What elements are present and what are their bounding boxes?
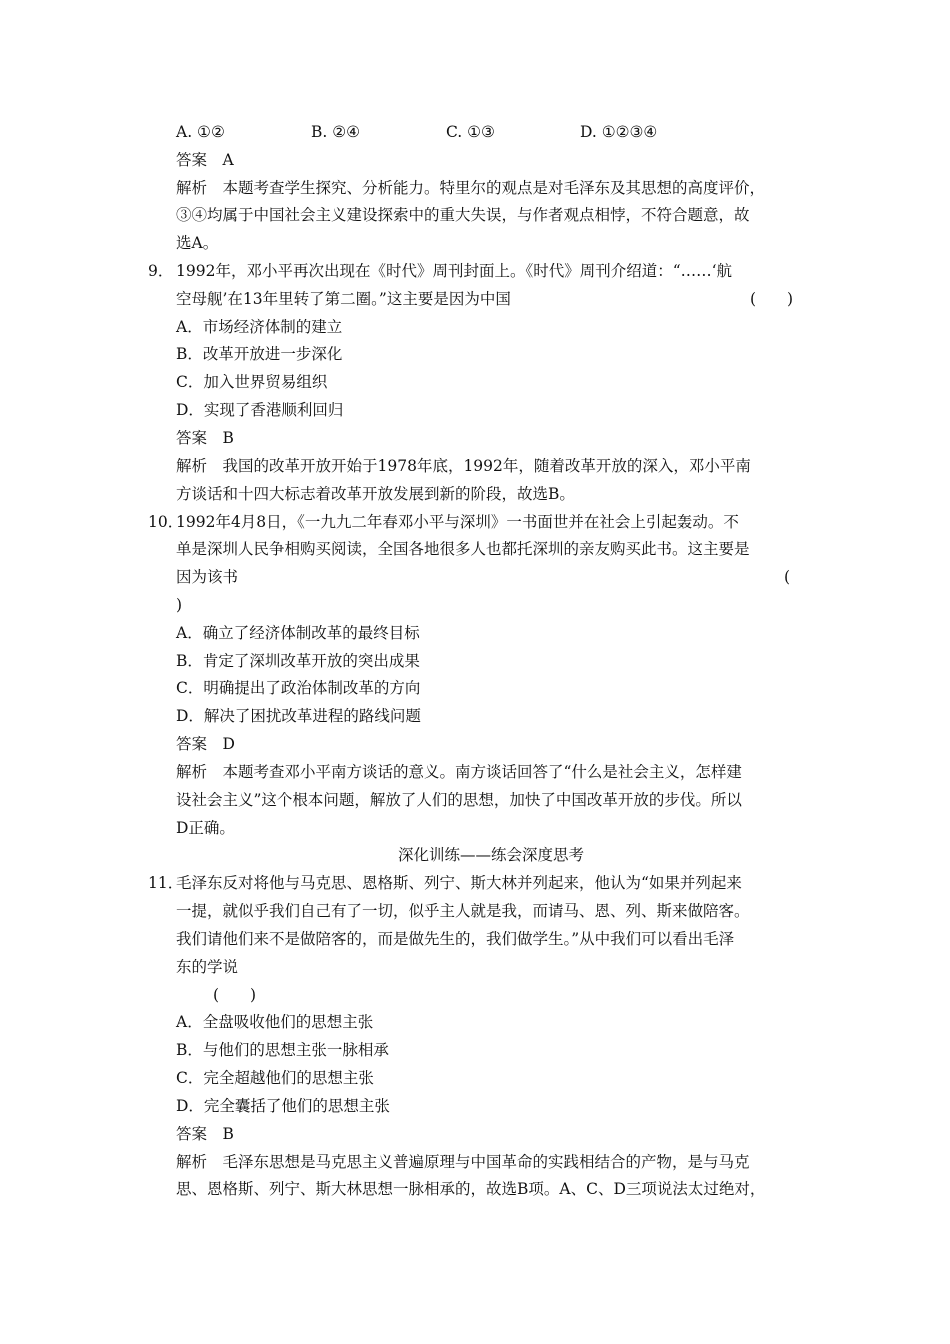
q11-stem-line-3: 我们请他们来不是做陪客的，而是做先生的，我们做学生。”从中我们可以看出毛泽 — [176, 930, 735, 948]
q9-option-b: B．改革开放进一步深化 — [176, 345, 343, 363]
q11-analysis-line-2: 思、恩格斯、列宁、斯大林思想一脉相承的，故选B项。A、C、D三项说法太过绝对， — [176, 1180, 766, 1198]
q10-stem-line-2: 单是深圳人民争相购买阅读，全国各地很多人也都托深圳的亲友购买此书。这主要是 — [176, 540, 750, 558]
section-title: 深化训练——练会深度思考 — [397, 846, 584, 864]
q10-option-b: B．肯定了深圳改革开放的突出成果 — [176, 652, 420, 670]
q11-option-a: A．全盘吸收他们的思想主张 — [176, 1013, 374, 1031]
q11-option-b: B．与他们的思想主张一脉相承 — [176, 1041, 389, 1059]
q10-stem-line-3: 因为该书 — [176, 568, 239, 586]
q8-option-a: A. ①② — [176, 123, 225, 141]
q11-number: 11． — [148, 874, 184, 892]
q10-bracket-open: ( — [784, 568, 791, 586]
q11-answer-bracket: ( ) — [213, 986, 257, 1004]
q8-answer: 答案 A — [176, 151, 234, 169]
q8-option-c: C. ①③ — [446, 123, 495, 141]
q9-option-a: A．市场经济体制的建立 — [176, 318, 343, 336]
q9-number: 9． — [148, 262, 174, 280]
q10-option-d: D．解决了困扰改革进程的路线问题 — [176, 707, 421, 725]
q10-option-a: A．确立了经济体制改革的最终目标 — [176, 624, 420, 642]
q9-stem-line-2: 空母舰’在13年里转了第二圈。”这主要是因为中国 — [176, 290, 511, 308]
q8-option-b: B. ②④ — [311, 123, 361, 141]
q11-stem-line-4: 东的学说 — [176, 958, 239, 976]
q9-analysis-line-2: 方谈话和十四大标志着改革开放发展到新的阶段，故选B。 — [176, 485, 575, 503]
q8-analysis-line-3: 选A。 — [176, 234, 219, 252]
q11-option-c: C．完全超越他们的思想主张 — [176, 1069, 374, 1087]
q9-option-d: D．实现了香港顺利回归 — [176, 401, 344, 419]
q8-option-d: D. ①②③④ — [580, 123, 658, 141]
q9-analysis-line-1: 解析 我国的改革开放开始于1978年底，1992年，随着改革开放的深入，邓小平南 — [176, 457, 751, 475]
q9-answer: 答案 B — [176, 429, 234, 447]
q10-option-c: C．明确提出了政治体制改革的方向 — [176, 679, 421, 697]
q9-answer-bracket: ( ) — [750, 290, 794, 308]
q11-stem-line-2: 一提，就似乎我们自己有了一切，似乎主人就是我，而请马、恩、列、斯来做陪客。 — [176, 902, 750, 920]
q10-bracket-close: ) — [176, 596, 183, 614]
q11-stem-line-1: 毛泽东反对将他与马克思、恩格斯、列宁、斯大林并列起来，他认为“如果并列起来 — [176, 874, 742, 892]
q11-analysis-line-1: 解析 毛泽东思想是马克思主义普遍原理与中国革命的实践相结合的产物，是与马克 — [176, 1153, 750, 1171]
q8-analysis-line-2: ③④均属于中国社会主义建设探索中的重大失误，与作者观点相悖，不符合题意，故 — [176, 206, 750, 224]
q9-stem-line-1: 1992年，邓小平再次出现在《时代》周刊封面上。《时代》周刊介绍道：“……‘航 — [176, 262, 733, 280]
q8-options — [176, 122, 657, 142]
q10-analysis-line-1: 解析 本题考查邓小平南方谈话的意义。南方谈话回答了“什么是社会主义，怎样建 — [176, 763, 742, 781]
q10-answer: 答案 D — [176, 735, 235, 753]
q8-analysis-line-1: 解析 本题考查学生探究、分析能力。特里尔的观点是对毛泽东及其思想的高度评价， — [176, 179, 766, 197]
q10-stem-line-1: 1992年4月8日，《一九九二年春邓小平与深圳》一书面世并在社会上引起轰动。不 — [176, 513, 739, 531]
q10-number: 10． — [148, 513, 184, 531]
q11-answer: 答案 B — [176, 1125, 234, 1143]
q9-option-c: C．加入世界贸易组织 — [176, 373, 328, 391]
q10-analysis-line-2: 设社会主义”这个根本问题，解放了人们的思想，加快了中国改革开放的步伐。所以 — [176, 791, 742, 809]
q10-analysis-line-3: D正确。 — [176, 819, 235, 837]
q11-option-d: D．完全囊括了他们的思想主张 — [176, 1097, 390, 1115]
